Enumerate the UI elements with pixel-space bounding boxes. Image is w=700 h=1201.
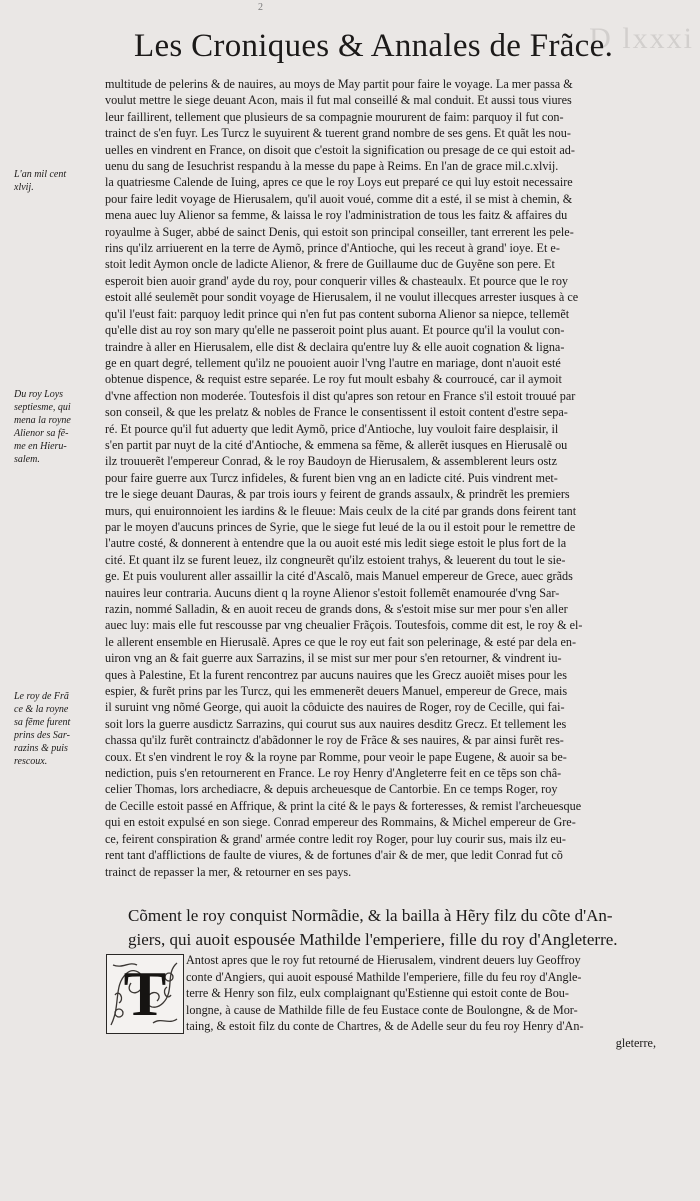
text-line: soit lors la guerre ausdictz Sarrazins, qui courut sus aux nauires desditz Grecz. Et tellement les [105,716,567,731]
text-line: chassa qu'ilz furẽt contrainctz d'abãdonner le roy de Frãce & ses nauires, & par ainsi furẽt res- [105,733,564,748]
text-line: qu'elle dist au roy son mary qu'elle ne passeroit point plus auant. Et pource qu'il la voulut con- [105,323,565,338]
text-line: d'vne affection non moderée. Toutesfois il dist qu'apres son retour en France s'il estoit trouué par [105,388,576,403]
chapter-text-line: terre & Henry son filz, eulx complaignant qu'Estienne qui estoit conte de Bou- [186,986,569,1001]
chapter-text-line: conte d'Angiers, qui auoit espousé Mathilde l'emperiere, fille du feu roy d'Angle- [186,969,582,984]
text-line: la quatriesme Calende de Iuing, apres ce que le roy Loys eut preparé ce qui luy estoit necessaire [105,175,573,190]
text-line: coux. Et s'en vindrent le roy & la royne par Romme, pour veoir le pape Eugene, & auoir sa be- [105,749,567,764]
text-line: esperoit bien auoir grand' ayde du roy, pour conquerir villes & chasteaulx. Et pource que le roy [105,273,569,288]
chapter-text-line: Antost apres que le roy fut retourné de Hierusalem, vindrent deuers luy Geoffroy [186,953,581,967]
text-line: ge. Et puis voulurent aller assaillir la cité d'Ascalõ, mais Manuel empereur de Grece, auec grãds [105,569,573,584]
text-line: ilz trouuerẽt l'empereur Conrad, & le roy Baudoyn de Hierusalem, & assemblerent leurs ostz [105,454,557,469]
text-line: estoit allé seulemẽt pour sondit voyage de Hierusalem, il ne voulut illecques arrester iusques à ce [105,290,579,305]
text-line: leur faillirent, tellement que plusieurs de sa compagnie moururent de faim: parquoy il fut con- [105,109,564,124]
text-line: pour faire guerre aux Turcz infideles, & furent bien vng an en ladicte cité. Puis vindrent met- [105,470,558,485]
text-line: celier Thomas, lors archediacre, & depuis archeuesque de Cantorbie. En ce temps Roger, roy [105,782,558,797]
text-line: royaulme à Suger, abbé de sainct Denis, qui estoit son principal conseiller, tant errerent les pele- [105,224,574,239]
text-line: nauires leur contraria. Aucuns dient q la royne Alienor s'estoit follemẽt enamourée d'vng Sar- [105,585,560,600]
bleed-through-text: D lxxxi [589,22,694,55]
text-line: qu'il l'eust fait: parquoy ledit prince qui n'en fut pas content suborna Alienor sa niepce, tellemẽt [105,306,570,321]
text-line: stoit ledit Aymon oncle de ladicte Alienor, & frere de Guillaume duc de Guyẽne son pere. Et [105,257,555,272]
text-line: mena auec luy Alienor sa femme, & laissa le roy l'administration de tous les faitz & affaires du [105,208,568,223]
chapter-heading [128,904,688,952]
text-line: il suruint vng nõmé George, qui auoit la côduicte des nauires de Roger, roy de Cecille, qui fai- [105,700,565,715]
text-line: rent tant d'afflictions de faulte de viures, & de fortunes d'air & de mer, que ledit Conrad fut cõ [105,848,563,863]
dropcap-letter: T [123,958,167,1029]
text-line: razin, nommé Salladin, & en auoit receu de grands dons, & s'estoit mise sur mer pour s'en aller [105,602,568,616]
folio-mark: 2 [258,2,263,13]
decorated-initial [106,954,184,1034]
text-line: murs, qui enuironnoient les iardins & le fleuue: Mais ceulx de la cité par grands dons feirent tant [105,503,577,518]
text-line: trainct de repasser la mer, & retourner en ses pays. [105,864,352,879]
chapter-text-block [186,952,656,1052]
text-line: s'en partit par nuyt de la cité d'Antioche, & emmena sa fẽme, & allerẽt iusques en Hierusalẽ ou [105,437,568,452]
text-line: l'autre costé, & donnerent à entendre que la ou auoit esté mis ledit siege estoit le plus fort de la [105,536,567,551]
text-line: traindre à aller en Hierusalem, elle dist & declaira qu'entre luy & elle auoit cognation & ligna- [105,339,565,354]
text-line: auec luy: mais elle fut rescousse par vng cheualier Frãçois. Toutesfois, comme dit est, le roy & el- [105,618,583,633]
chapter-heading-line: giers, qui auoit espousée Mathilde l'emperiere, fille du roy d'Angleterre. [128,930,618,949]
text-line: uiron vng an & fait guerre aux Sarrazins, il se mist sur mer pour s'en retourner, & vindrent iu- [105,651,562,666]
text-line: multitude de pelerins & de nauires, au moys de May partit pour faire le voyage. La mer passa & [105,77,573,91]
text-line: qui en estoit expulsé en son siege. Conrad empereur des Rommains, & Michel empereur de Gre- [105,815,576,830]
text-line: uelles en vindrent en France, on disoit que c'estoit la signification ou presage de ce qui estoit ad- [105,142,575,157]
text-line: cité. Et quant ilz se furent leuez, ilz congneurẽt qu'ilz estoient trahys, & leuerent du tout le sie- [105,552,566,567]
text-line: uenu du sang de Iesuchrist respandu à la messe du pape à Reims. En l'an de grace mil.c.xlvij. [105,159,559,174]
text-line: de Cecille estoit passé en Affrique, & print la cité & le pays & forteresses, & remist l'archeuesque [105,798,582,813]
marginal-note-louis-voyage: Du roy Loys septiesme, qui mena la royne Alienor sa fẽ- me en Hieru- salem. [14,389,71,465]
running-head-title: Les Croniques & Annales de Frãce. [134,28,614,64]
marginal-note-year: L'an mil cent xlvij. [14,169,67,193]
text-line: ré. Et pource qu'il fut aduerty que ledit Aymõ, price d'Antioche, luy vouloit faire desplaisir, il [105,421,559,436]
marginal-note-capture: Le roy de Frã ce & la royne sa fẽme furent prins des Sar- razins & puis rescoux. [14,691,71,767]
text-line: trainct de s'en fuyr. Les Turcz le suyuirent & tuerent grand nombre de ses gens. Et quãt les nou- [105,126,571,141]
text-line: tre le siege deuant Dauras, & par trois iours y feirent de grands assaulx, & prindrẽt les premiers [105,487,570,502]
text-line: obtenue dispence, & requist estre separée. Le roy fut moult esbahy & courroucé, car il aymoit [105,372,562,387]
text-line: pour faire ledit voyage de Hierusalem, qu'il auoit voué, comme dit a esté, il se mist à chemin, & [105,191,573,206]
text-line: nediction, puis s'en retournerent en France. Le roy Henry d'Angleterre feit en ce tẽps son châ- [105,766,562,781]
chapter-text-line: taing, & estoit filz du conte de Chartres, & de Adelle seur du feu roy Henry d'An- [186,1019,584,1034]
text-line: ques à Palestine, Et la furent rencontrez par aucuns nauires que les Grecz auoiẽt mises pour les [105,667,567,682]
text-line: ce, feirent conspiration & grand' armée contre ledit roy Roger, pour luy courir sus, mais ilz eu- [105,831,566,846]
chapter-text-line: gleterre, [615,1035,656,1050]
main-text-block [105,76,655,880]
text-line: espier, & furẽt prins par les Turcz, qui les emmenerẽt deuers Manuel, empereur de Grece, mais [105,684,568,699]
text-line: par le moyen d'aucuns princes de Syrie, que le siege fut leué de la ou il estoit pour le remettre de [105,519,576,534]
text-line: son conseil, & que les prelatz & nobles de France le consentissent il estoit content d'estre sepa- [105,405,568,420]
text-line: rins qu'ilz arriuerent en la terre de Aymõ, prince d'Antioche, qui les receut à grand' ioye. Et e- [105,241,560,256]
chapter-text-line: longne, à cause de Mathilde fille de feu Eustace conte de Boulongne, & de Mor- [186,1002,578,1017]
text-line: voulut mettre le siege deuant Acon, mais il fut mal conseillé & mal conduit. Et aussi tous viures [105,93,572,108]
text-line: le allerent ensemble en Hierusalẽ. Apres ce que le roy eut fait son pelerinage, & esté par dela en- [105,634,577,649]
text-line: ge en quart degré, tellement qu'ilz ne pouoient auoir l'vng l'autre en mariage, dont n'auoit esté [105,355,561,370]
chapter-heading-line: Cõment le roy conquist Normãdie, & la bailla à Hẽry filz du cõte d'An- [128,906,613,925]
